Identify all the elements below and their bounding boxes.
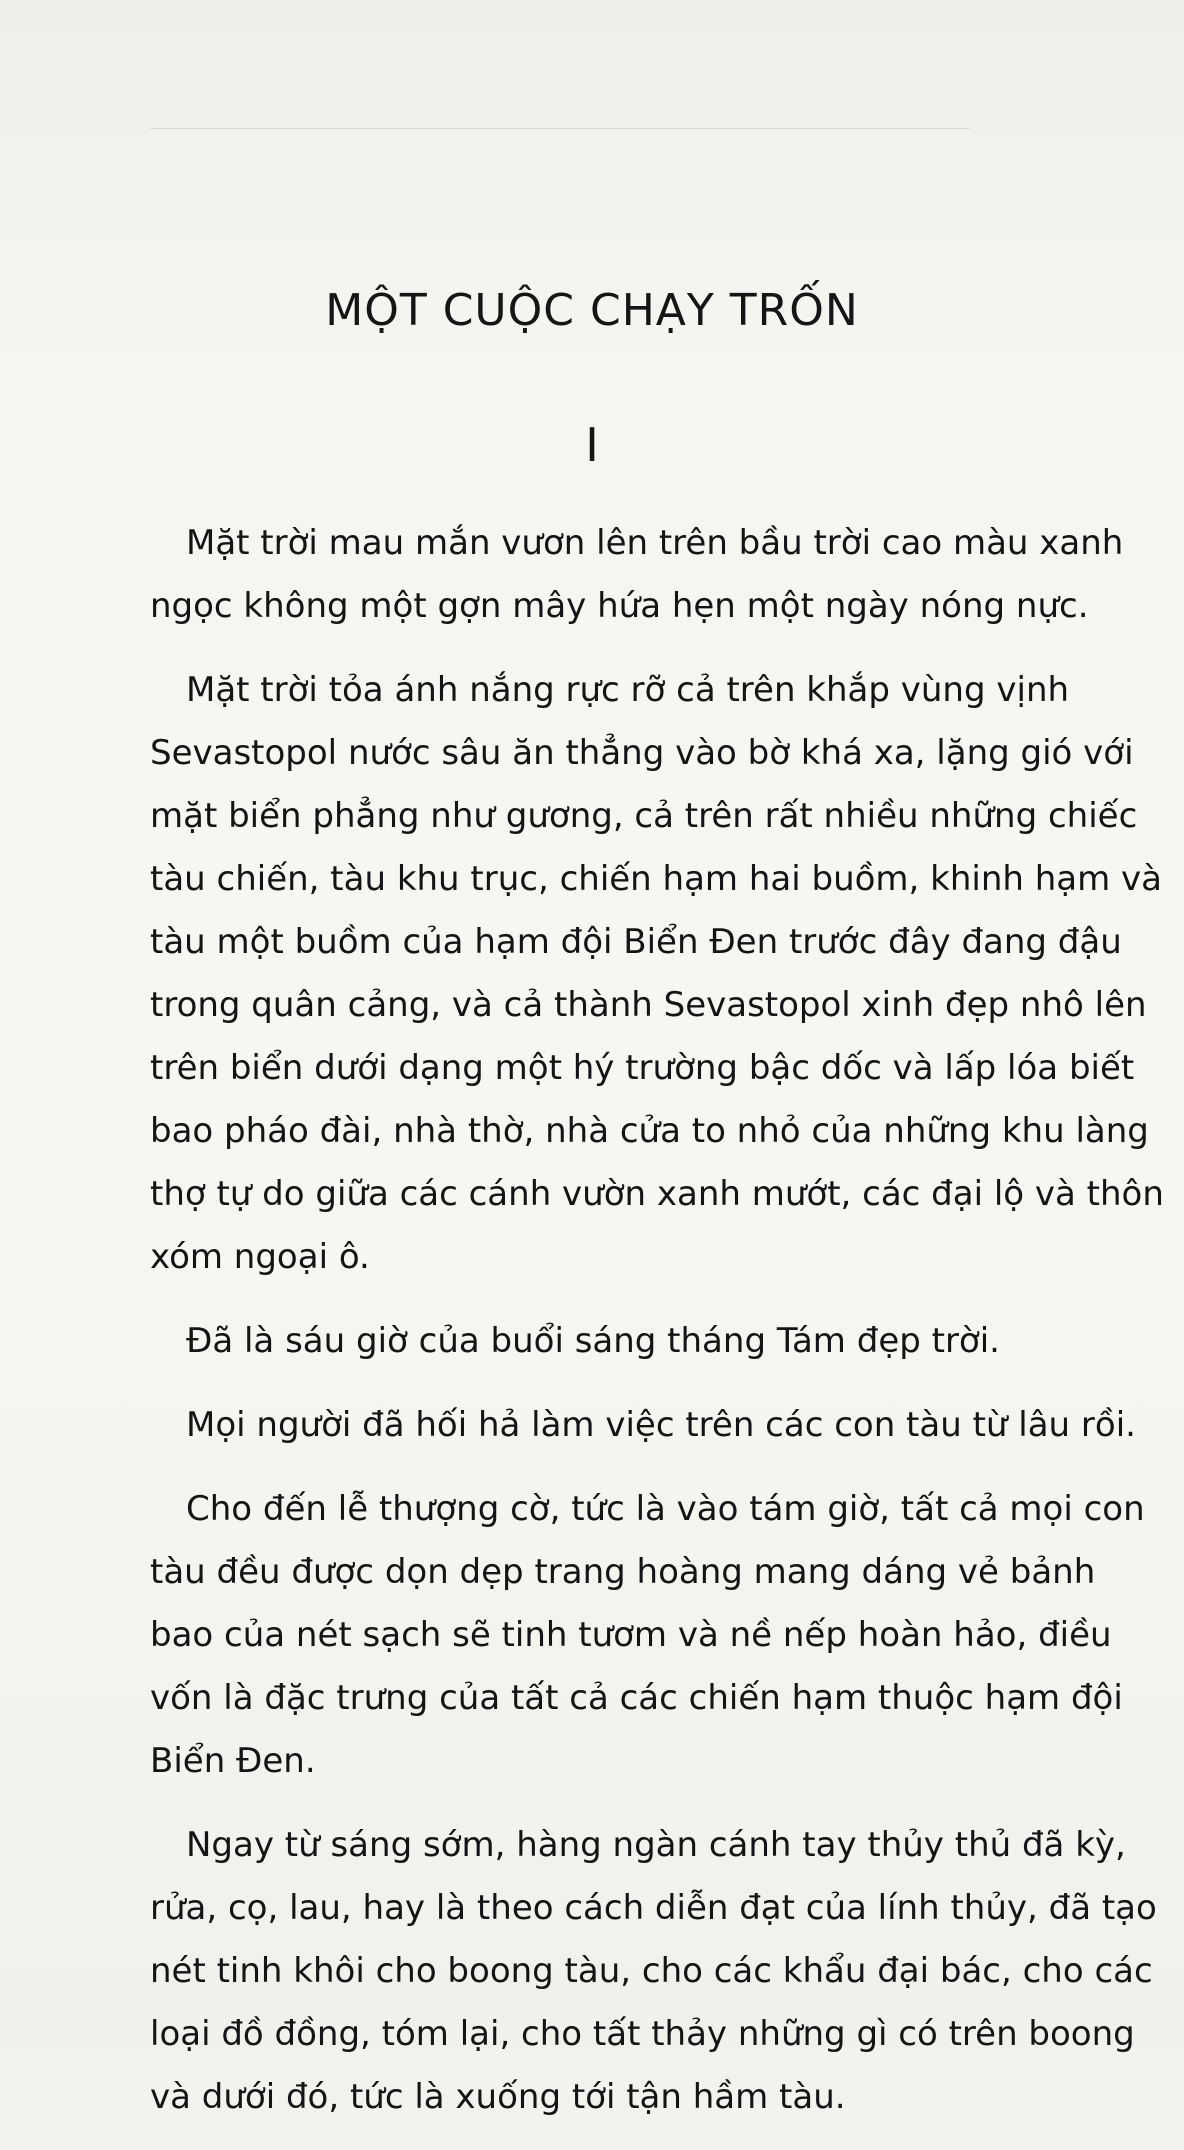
paragraph [150,1394,1136,1457]
running-header-rule [150,128,970,129]
body-text [150,512,1164,2150]
text-line: Mặt trời tỏa ánh nắng rực rỡ cả trên khắp vùng vịnh [186,670,1070,710]
text-line: Ngay từ sáng sớm, hàng ngàn cánh tay thủy thủ đã kỳ, [186,1825,1126,1865]
paragraph [150,1310,1080,1373]
text-line: trên biển dưới dạng một hý trường bậc dốc và lấp lóa biết [150,1048,1135,1088]
text-line: nét tinh khôi cho boong tàu, cho các khẩu đại bác, cho các [150,1951,1153,1991]
text-line: tàu một buồm của hạm đội Biển Đen trước đây đang đậu [150,922,1122,962]
chapter-number: I [585,418,599,472]
chapter-title: MỘT CUỘC CHẠY TRỐN [325,285,859,336]
text-line: bao của nét sạch sẽ tinh tươm và nề nếp hoàn hảo, điều [150,1615,1112,1655]
text-line: ngọc không một gợn mây hứa hẹn một ngày nóng nực. [150,586,1089,626]
text-line: trong quân cảng, và cả thành Sevastopol xinh đẹp nhô lên [150,985,1147,1025]
text-line: thợ tự do giữa các cánh vườn xanh mướt, các đại lộ và thôn [150,1174,1164,1214]
text-line: bao pháo đài, nhà thờ, nhà cửa to nhỏ của những khu làng [150,1111,1149,1151]
paragraph [150,1814,1157,2129]
text-line: Cho đến lễ thượng cờ, tức là vào tám giờ, tất cả mọi con [186,1489,1145,1529]
text-line: tàu chiến, tàu khu trục, chiến hạm hai buồm, khinh hạm và [150,859,1163,899]
paragraph [150,659,1164,1289]
text-line: rửa, cọ, lau, hay là theo cách diễn đạt của lính thủy, đã tạo [150,1888,1157,1928]
text-line: Mặt trời mau mắn vươn lên trên bầu trời cao màu xanh [186,523,1124,563]
text-line: loại đồ đồng, tóm lại, cho tất thảy những gì có trên boong [150,2014,1135,2054]
text-line: Sevastopol nước sâu ăn thẳng vào bờ khá xa, lặng gió với [150,733,1134,773]
text-line: Mọi người đã hối hả làm việc trên các con tàu từ lâu rồi. [186,1405,1136,1445]
text-line: Biển Đen. [150,1741,316,1781]
paragraph [150,1478,1145,1793]
text-line: Đã là sáu giờ của buổi sáng tháng Tám đẹp trời. [186,1321,1000,1361]
text-line: vốn là đặc trưng của tất cả các chiến hạm thuộc hạm đội [150,1678,1123,1718]
text-line: và dưới đó, tức là xuống tới tận hầm tàu. [150,2077,846,2117]
text-line: mặt biển phẳng như gương, cả trên rất nhiều những chiếc [150,796,1138,836]
paragraph [150,512,1124,638]
text-line: tàu đều được dọn dẹp trang hoàng mang dáng vẻ bảnh [150,1552,1096,1592]
text-line: xóm ngoại ô. [150,1237,370,1277]
